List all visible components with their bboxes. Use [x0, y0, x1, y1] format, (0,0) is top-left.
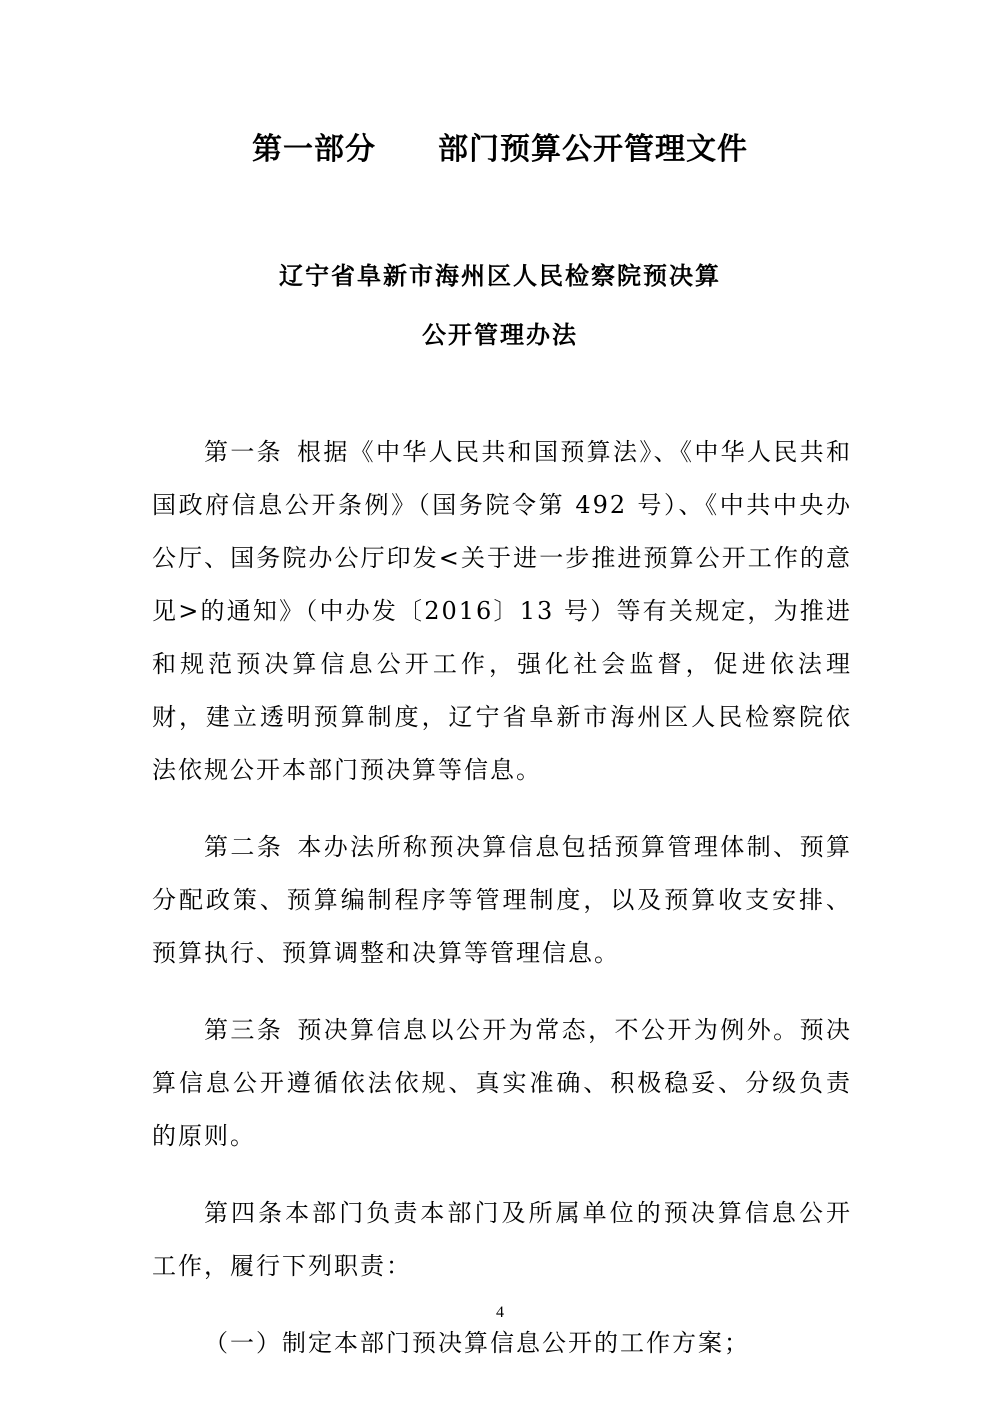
article-text: 本部门负责本部门及所属单位的预决算信息公开工作，履行下列职责：: [152, 1199, 853, 1280]
document-title-line1: 辽宁省阜新市海州区人民检察院预决算: [279, 262, 721, 290]
article-heading: 第三条: [204, 1016, 284, 1044]
article-4: [152, 1187, 852, 1293]
article-heading: 第二条: [204, 833, 284, 861]
article-3: [152, 1004, 852, 1163]
page-number: 4: [496, 1304, 504, 1321]
article-2: [152, 821, 852, 980]
article-text: 根据《中华人民共和国预算法》、《中华人民共和国政府信息公开条例》（国务院令第 492 号）、《中共中央办公厅、国务院办公厅印发<关于进一步推进预算公开工作的意见>的通知》（中办发〔2016〕13 号）等有关规定，为推进和规范预决算信息公开工作，强化社会监督，促进依法理财，建立透明预算制度，辽宁省阜新市海州区人民检察院依法依规公开本部门预决算等信息。: [152, 438, 852, 784]
part-name: 部门预算公开管理文件: [438, 132, 748, 167]
document-title-line2: 公开管理办法: [422, 321, 578, 349]
article-1: [152, 426, 852, 797]
article-text: 预决算信息以公开为常态，不公开为例外。预决算信息公开遵循依法依规、真实准确、积极稳妥、分级负责的原则。: [152, 1016, 853, 1150]
part-label: 第一部分: [252, 132, 376, 167]
item-text: （一）制定本部门预决算信息公开的工作方案；: [204, 1329, 750, 1357]
article-4-item-1: [152, 1317, 852, 1370]
article-text: 本办法所称预决算信息包括预算管理体制、预算分配政策、预算编制程序等管理制度，以及预算收支安排、预算执行、预算调整和决算等管理信息。: [152, 833, 853, 967]
article-heading: 第一条: [204, 438, 283, 466]
part-title: [0, 124, 1000, 168]
article-heading: 第四条: [204, 1199, 286, 1227]
document-body: [152, 426, 852, 1394]
